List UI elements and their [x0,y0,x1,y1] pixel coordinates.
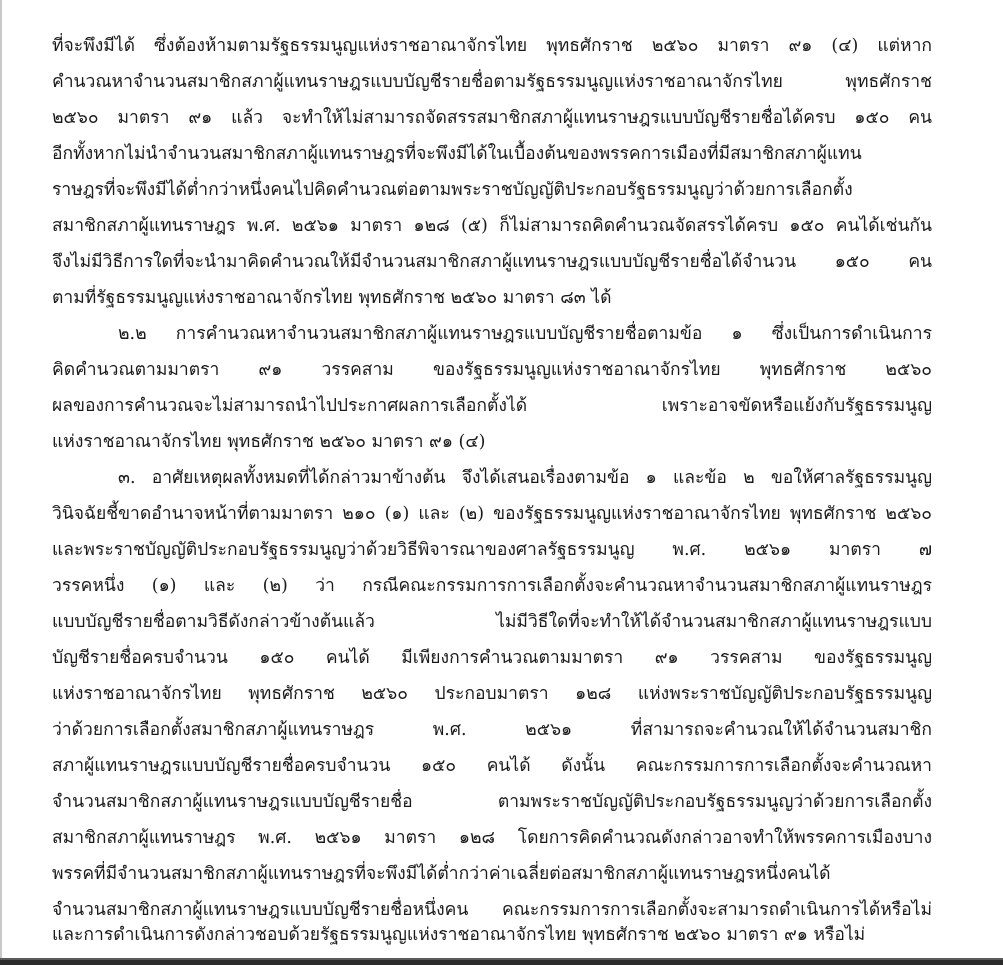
bottom-toolbar-highlight [0,958,1003,960]
section-2-2-line-4: แห่งราชอาณาจักรไทย พุทธศักราช ๒๕๖๐ มาตรา ๙๑ (๔) [52,432,486,452]
section-2-2-line-1: ๒.๒ การคำนวณหาจำนวนสมาชิกสภาผู้แทนราษฎรแบบบัญชีรายชื่อตามข้อ ๑ ซึ่งเป็นการดำเนินการ [118,324,932,344]
section-3-line-8: ว่าด้วยการเลือกตั้งสมาชิกสภาผู้แทนราษฎร พ.ศ. ๒๕๖๑ ที่สามารถจะคำนวณให้ได้จำนวนสมาชิก [52,720,932,740]
text-line-1: ที่จะพึงมีได้ ซึ่งต้องห้ามตามรัฐธรรมนูญแห่งราชอาณาจักรไทย พุทธศักราช ๒๕๖๐ มาตรา ๙๑ (๔) แต่หาก [52,36,932,56]
bottom-toolbar-strip [0,958,1003,965]
text-line-7: จึงไม่มีวิธีการใดที่จะนำมาคิดคำนวณให้มีจำนวนสมาชิกสภาผู้แทนราษฎรแบบบัญชีรายชื่อได้จำนวน ๑๕๐ คน [52,252,932,272]
section-3-line-4: วรรคหนึ่ง (๑) และ (๒) ว่า กรณีคณะกรรมการการเลือกตั้งจะคำนวณหาจำนวนสมาชิกสภาผู้แทนราษฎร [52,576,932,596]
section-3-line-11: สมาชิกสภาผู้แทนราษฎร พ.ศ. ๒๕๖๑ มาตรา ๑๒๘ โดยการคิดคำนวณดังกล่าวอาจทำให้พรรคการเมืองบาง [52,828,932,848]
section-3-line-14: และการดำเนินการดังกล่าวชอบด้วยรัฐธรรมนูญแห่งราชอาณาจักรไทย พุทธศักราช ๒๕๖๐ มาตรา ๙๑ หรือไม่ [52,925,866,945]
section-3-line-9: สภาผู้แทนราษฎรแบบบัญชีรายชื่อครบจำนวน ๑๕๐ คนได้ ดังนั้น คณะกรรมการการเลือกตั้งจะคำนวณหา [52,756,932,776]
text-line-2: คำนวณหาจำนวนสมาชิกสภาผู้แทนราษฎรแบบบัญชีรายชื่อตามรัฐธรรมนูญแห่งราชอาณาจักรไทย พุทธศักราช [52,72,932,92]
text-line-8: ตามที่รัฐธรรมนูญแห่งราชอาณาจักรไทย พุทธศักราช ๒๕๖๐ มาตรา ๘๓ ได้ [52,288,612,308]
text-line-5: ราษฎรที่จะพึงมีได้ต่ำกว่าหนึ่งคนไปคิดคำนวณต่อตามพระราชบัญญัติประกอบรัฐธรรมนูญว่าด้วยการเลือกตั้ง [52,180,853,200]
section-2-2-line-3: ผลของการคำนวณจะไม่สามารถนำไปประกาศผลการเลือกตั้งได้ เพราะอาจขัดหรือแย้งกับรัฐธรรมนูญ [52,396,932,416]
section-3-line-6: บัญชีรายชื่อครบจำนวน ๑๕๐ คนได้ มีเพียงการคำนวณตามมาตรา ๙๑ วรรคสาม ของรัฐธรรมนูญ [52,648,932,668]
section-2-2-line-2: คิดคำนวณตามมาตรา ๙๑ วรรคสาม ของรัฐธรรมนูญแห่งราชอาณาจักรไทย พุทธศักราช ๒๕๖๐ [52,360,932,380]
section-3-line-13: จำนวนสมาชิกสภาผู้แทนราษฎรแบบบัญชีรายชื่อหนึ่งคน คณะกรรมการการเลือกตั้งจะสามารถดำเนินการได้หรือไม่ [52,900,932,920]
section-3-line-5: แบบบัญชีรายชื่อตามวิธีดังกล่าวข้างต้นแล้ว ไม่มีวิธีใดที่จะทำให้ได้จำนวนสมาชิกสภาผู้แทนราษฎรแบบ [52,612,932,632]
section-3-line-7: แห่งราชอาณาจักรไทย พุทธศักราช ๒๕๖๐ ประกอบมาตรา ๑๒๘ แห่งพระราชบัญญัติประกอบรัฐธรรมนูญ [52,684,932,704]
text-line-6: สมาชิกสภาผู้แทนราษฎร พ.ศ. ๒๕๖๑ มาตรา ๑๒๘ (๕) ก็ไม่สามารถคิดคำนวณจัดสรรได้ครบ ๑๕๐ คนได้เช่นกัน [52,216,932,236]
text-line-3: ๒๕๖๐ มาตรา ๙๑ แล้ว จะทำให้ไม่สามารถจัดสรรสมาชิกสภาผู้แทนราษฎรแบบบัญชีรายชื่อได้ครบ ๑๕๐ คน [52,108,932,128]
section-3-line-2: วินิจฉัยชี้ขาดอำนาจหน้าที่ตามมาตรา ๒๑๐ (๑) และ (๒) ของรัฐธรรมนูญแห่งราชอาณาจักรไทย พุทธศักราช ๒๕๖๐ [52,504,932,524]
section-3-line-1: ๓. อาศัยเหตุผลทั้งหมดที่ได้กล่าวมาข้างต้น จึงได้เสนอเรื่องตามข้อ ๑ และข้อ ๒ ขอให้ศาลรัฐธรรมนูญ [118,468,932,488]
section-3-line-3: และพระราชบัญญัติประกอบรัฐธรรมนูญว่าด้วยวิธีพิจารณาของศาลรัฐธรรมนูญ พ.ศ. ๒๕๖๑ มาตรา ๗ [52,540,932,560]
text-line-4: อีกทั้งหากไม่นำจำนวนสมาชิกสภาผู้แทนราษฎรที่จะพึงมีได้ในเบื้องต้นของพรรคการเมืองที่มีสมาชิกสภาผู้แทน [52,144,862,164]
section-3-line-12: พรรคที่มีจำนวนสมาชิกสภาผู้แทนราษฎรที่จะพึงมีได้ต่ำกว่าค่าเฉลี่ยต่อสมาชิกสภาผู้แทนราษฎรหนึ่งคนได้ [52,864,831,884]
section-3-line-10: จำนวนสมาชิกสภาผู้แทนราษฎรแบบบัญชีรายชื่อ ตามพระราชบัญญัติประกอบรัฐธรรมนูญว่าด้วยการเลือกตั้ง [52,792,932,812]
